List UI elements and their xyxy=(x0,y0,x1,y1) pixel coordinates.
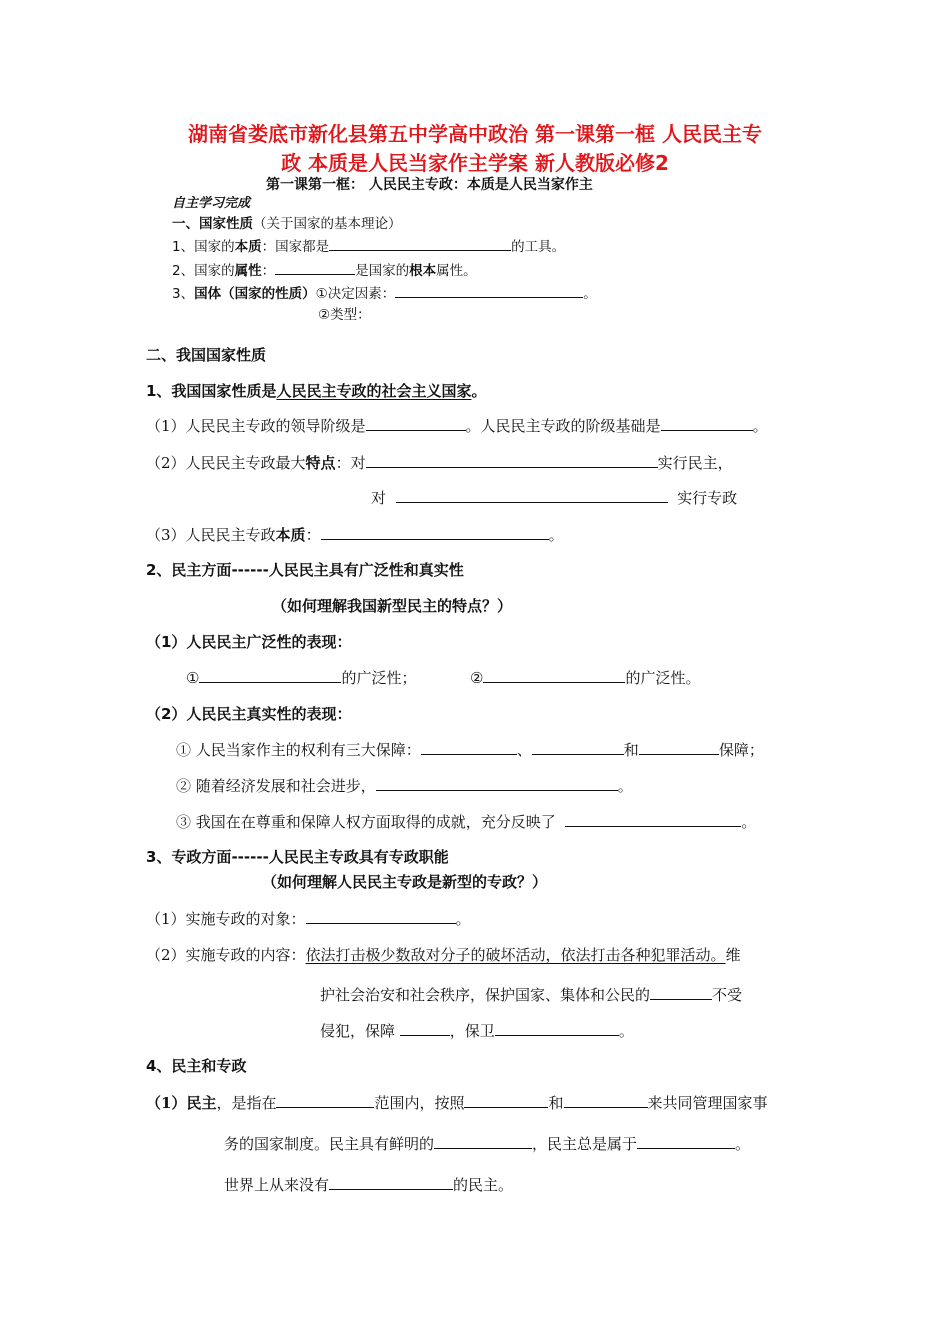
document-title-line2: 政 本质是人民当家作主学案 新人教版必修2 xyxy=(281,151,669,175)
democracy-def-line2: 务的国家制度。民主具有鲜明的 ，民主总是属于 。 xyxy=(224,1135,751,1153)
breadth-item2: ② 的广泛性。 xyxy=(470,669,701,687)
part1-item3: 3、国体（国家的性质）①决定因素： 。 xyxy=(172,282,597,302)
fill-blank[interactable] xyxy=(483,668,625,683)
fill-blank[interactable] xyxy=(396,488,668,503)
part1-item3-type: ②类型： xyxy=(318,307,371,323)
fill-blank[interactable] xyxy=(564,1093,648,1108)
question-3: （3）人民民主专政本质： 。 xyxy=(146,526,564,544)
dictatorship-content-line2: 护社会治安和社会秩序，保护国家、集体和公民的 不受 xyxy=(320,986,743,1004)
fill-blank[interactable] xyxy=(276,1093,374,1108)
part1-item1: 1、国家的本质：国家都是 的工具。 xyxy=(172,235,565,255)
section3-heading: 3、专政方面------人民民主专政具有专政职能 xyxy=(146,848,449,866)
section2-heading: 2、民主方面------人民民主具有广泛性和真实性 xyxy=(146,561,464,579)
fill-blank[interactable] xyxy=(275,260,355,275)
part1-title: 一、国家性质（关于国家的基本理论） xyxy=(172,216,402,232)
fill-blank[interactable] xyxy=(661,416,753,431)
reality-item3: ③ 我国在在尊重和保障人权方面取得的成就，充分反映了 。 xyxy=(176,813,757,831)
fill-blank[interactable] xyxy=(650,985,712,1000)
fill-blank[interactable] xyxy=(199,668,341,683)
part2-title: 二、我国国家性质 xyxy=(146,346,267,364)
lesson-heading: 第一课第一框： 人民民主专政：本质是人民当家作主 xyxy=(266,177,593,193)
fill-blank[interactable] xyxy=(366,416,466,431)
fill-blank[interactable] xyxy=(366,453,658,468)
fill-blank[interactable] xyxy=(495,1021,619,1036)
section1-heading: 1、我国国家性质是人民民主专政的社会主义国家。 xyxy=(146,382,487,400)
question-2-line2: 对 实行专政 xyxy=(371,489,738,507)
fill-blank[interactable] xyxy=(329,236,511,251)
self-study-label: 自主学习完成 xyxy=(172,196,251,211)
reality-item2: ② 随着经济发展和社会进步， 。 xyxy=(176,777,633,795)
question-2: （2）人民民主专政最大特点：对 实行民主， xyxy=(146,454,733,472)
fill-blank[interactable] xyxy=(329,1175,453,1190)
question-1: （1）人民民主专政的领导阶级是 。人民民主专政的阶级基础是 。 xyxy=(146,417,768,435)
section2-sub2: （2）人民民主真实性的表现： xyxy=(146,705,352,723)
dictatorship-content: （2）实施专政的内容：依法打击极少数敌对分子的破坏活动，依法打击各种犯罪活动。维 xyxy=(146,946,741,964)
fill-blank[interactable] xyxy=(637,1134,735,1149)
document-title-line1: 湖南省娄底市新化县第五中学高中政治 第一课第一框 人民民主专 xyxy=(188,122,762,146)
section2-sub1: （1）人民民主广泛性的表现： xyxy=(146,633,352,651)
democracy-def-line3: 世界上从来没有 的民主。 xyxy=(224,1176,514,1194)
reality-item1: ① 人民当家作主的权利有三大保障： 、 和 保障； xyxy=(176,741,764,759)
section4-heading: 4、民主和专政 xyxy=(146,1057,247,1075)
part1-item2: 2、国家的属性： 是国家的根本属性。 xyxy=(172,259,477,279)
fill-blank[interactable] xyxy=(464,1093,548,1108)
section2-question: （如何理解我国新型民主的特点？） xyxy=(272,597,513,615)
fill-blank[interactable] xyxy=(321,525,549,540)
breadth-items: ① 的广泛性； xyxy=(186,669,417,687)
fill-blank[interactable] xyxy=(400,1021,450,1036)
section3-question: （如何理解人民民主专政是新型的专政？） xyxy=(262,873,548,891)
fill-blank[interactable] xyxy=(434,1134,532,1149)
fill-blank[interactable] xyxy=(421,740,517,755)
dictatorship-content-line3: 侵犯，保障 ，保卫 。 xyxy=(320,1022,634,1040)
democracy-def-line1: （1）民主，是指在 范围内，按照 和 来共同管理国家事 xyxy=(146,1094,768,1112)
fill-blank[interactable] xyxy=(532,740,624,755)
fill-blank[interactable] xyxy=(395,283,583,298)
fill-blank[interactable] xyxy=(306,909,456,924)
fill-blank[interactable] xyxy=(565,812,741,827)
fill-blank[interactable] xyxy=(376,776,618,791)
fill-blank[interactable] xyxy=(639,740,719,755)
dictatorship-target: （1）实施专政的对象： 。 xyxy=(146,910,471,928)
